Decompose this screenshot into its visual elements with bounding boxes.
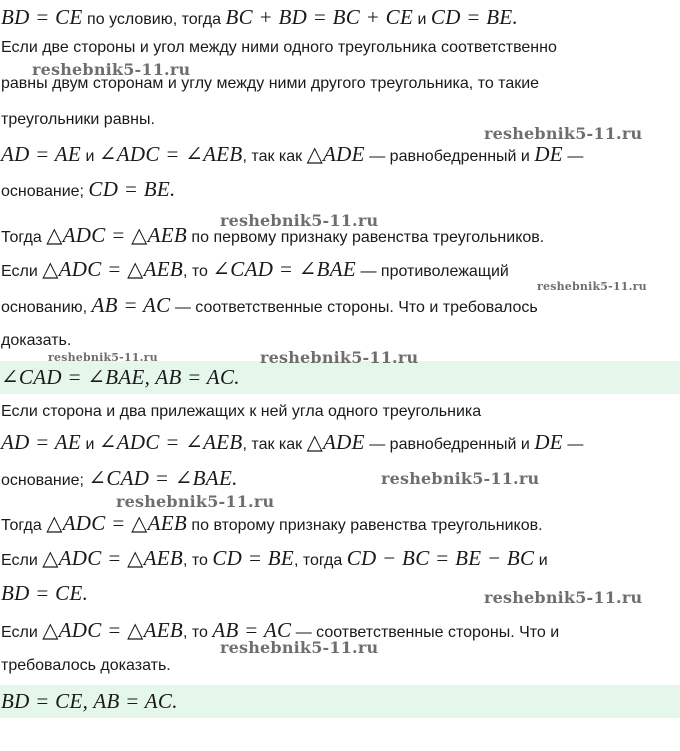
math-expression: △ADC = △AEB	[46, 511, 187, 535]
text-fragment: по условию, тогда	[82, 11, 226, 28]
watermark: reshebnik5-11.ru	[220, 211, 379, 230]
text-fragment: основание;	[1, 183, 89, 200]
text-fragment: —	[562, 148, 584, 165]
answer-line	[0, 365, 680, 392]
text-line: Если две стороны и угол между ними одного треугольника соответственно	[1, 39, 557, 56]
math-expression: △ADC = △AEB	[42, 546, 183, 570]
text-fragment: , тогда	[293, 552, 347, 569]
math-expression: AB = AC	[212, 618, 292, 642]
text-fragment: — противолежащий	[356, 263, 509, 280]
text-line: равны двум сторонам и углу между ними другого треугольника, то такие	[1, 75, 540, 92]
math-expression: △ADE	[306, 142, 365, 166]
text-fragment: , то	[182, 552, 213, 569]
text-line	[0, 430, 680, 457]
math-expression: △ADE	[306, 430, 365, 454]
text-fragment: — соответственные стороны. Что и	[291, 624, 560, 641]
text-line	[0, 511, 680, 538]
answer-line	[0, 689, 680, 716]
watermark: reshebnik5-11.ru	[220, 638, 379, 657]
math-expression: △ADC = △AEB	[42, 257, 183, 281]
math-expression: DE	[534, 142, 563, 166]
text-fragment: Тогда	[1, 517, 47, 534]
math-expression: △ADC = △AEB	[46, 223, 187, 247]
text-line: доказать.	[1, 332, 72, 349]
text-fragment: , то	[182, 263, 213, 280]
math-expression: ∠ADC = ∠AEB	[98, 430, 243, 454]
math-expression: ∠CAD = ∠BAE, AB = AC.	[1, 365, 240, 389]
watermark: reshebnik5-11.ru	[381, 469, 540, 488]
watermark: reshebnik5-11.ru	[32, 60, 191, 79]
text-fragment: Тогда	[1, 229, 47, 246]
text-line	[0, 466, 680, 493]
text-fragment: Если	[1, 552, 43, 569]
watermark: reshebnik5-11.ru	[484, 588, 643, 607]
text-fragment: и	[534, 552, 548, 569]
math-expression: BD = CE, AB = AC.	[1, 689, 178, 713]
math-expression: CD = BE.	[88, 177, 176, 201]
math-expression: BD = CE	[1, 5, 83, 29]
text-line	[0, 177, 680, 204]
text-fragment: , так как	[242, 436, 307, 453]
math-expression: BD = CE.	[1, 581, 89, 605]
text-line	[0, 293, 680, 320]
text-fragment: и	[413, 11, 431, 28]
text-fragment: — равнобедренный и	[364, 148, 535, 165]
text-fragment: по первому признаку равенства треугольников.	[186, 229, 545, 246]
text-fragment: , так как	[242, 148, 307, 165]
math-expression: AD = AE	[1, 142, 82, 166]
text-line: требовалось доказать.	[1, 657, 171, 674]
text-fragment: Если	[1, 624, 43, 641]
watermark: reshebnik5-11.ru	[484, 124, 643, 143]
text-line	[0, 546, 680, 573]
math-expression: CD = BE	[212, 546, 294, 570]
math-expression: AD = AE	[1, 430, 82, 454]
text-fragment: — равнобедренный и	[364, 436, 535, 453]
text-fragment: основанию,	[1, 299, 92, 316]
math-expression: BC + BD = BC + CE	[225, 5, 414, 29]
text-line: Если сторона и два прилежащих к ней угла одного треугольника	[1, 403, 482, 420]
text-line: треугольники равны.	[1, 111, 155, 128]
math-expression: ∠ADC = ∠AEB	[98, 142, 243, 166]
watermark: reshebnik5-11.ru	[48, 351, 158, 364]
math-expression: AB = AC	[91, 293, 171, 317]
math-expression: DE	[534, 430, 563, 454]
watermark: reshebnik5-11.ru	[116, 492, 275, 511]
math-expression: ∠CAD = ∠BAE	[212, 257, 357, 281]
text-fragment: по второму признаку равенства треугольников.	[186, 517, 543, 534]
text-line	[0, 142, 680, 169]
text-fragment: Если	[1, 263, 43, 280]
math-expression: ∠CAD = ∠BAE.	[88, 466, 238, 490]
watermark: reshebnik5-11.ru	[537, 280, 647, 293]
watermark: reshebnik5-11.ru	[260, 348, 419, 367]
text-line	[0, 5, 680, 32]
text-fragment: —	[562, 436, 584, 453]
text-fragment: — соответственные стороны. Что и требовалось	[170, 299, 538, 316]
math-expression: CD = BE.	[430, 5, 519, 29]
math-expression: CD − BC = BE − BC	[346, 546, 535, 570]
text-fragment: и	[81, 148, 99, 165]
math-expression: △ADC = △AEB	[42, 618, 183, 642]
text-fragment: и	[81, 436, 99, 453]
text-fragment: , то	[182, 624, 213, 641]
text-fragment: основание;	[1, 472, 89, 489]
